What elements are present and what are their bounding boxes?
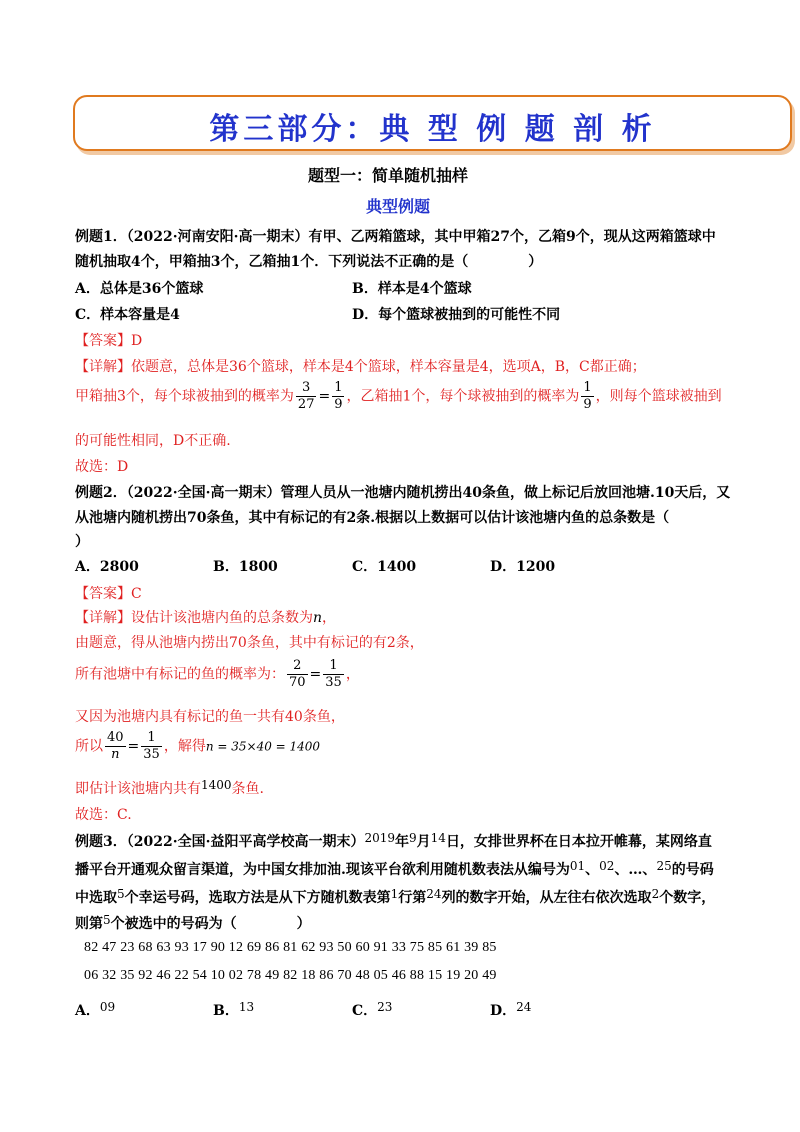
ex1-source: （2022·河南安阳·高一期末） (126, 229, 309, 245)
ex2-comma: ， (322, 610, 337, 626)
ex2-frac-1-35: $\frac{1}{35}$ (325, 658, 342, 690)
ex2-option-c: C．1400 (352, 559, 417, 575)
ex3-stem-line4: 则第5个被选中的号码为（ ） (75, 913, 311, 932)
ex2-stem-line3: ） (75, 534, 89, 550)
ex2-equals-2: = (127, 738, 140, 755)
banner-title: 第三部分：典 型 例 题 剖 析 (209, 112, 656, 147)
ex2-frac-1-35-b: $\frac{1}{35}$ (143, 730, 160, 762)
ex3-num-fifth: 5 (103, 913, 111, 927)
section-subtitle: 典型例题 (366, 197, 431, 216)
random-table-row-1: 82 47 23 68 63 93 17 90 12 69 86 81 62 93 50 60 91 33 75 85 61 39 85 (84, 940, 497, 955)
ex2-detail-line2: 由题意，得从池塘内捞出70条鱼，其中有标记的有2条， (75, 635, 424, 651)
ex1-detail-line1 (75, 356, 646, 376)
ex2-equals: = (309, 666, 322, 683)
ex3-month: 9 (409, 831, 417, 845)
ex1-option-b: B．样本是4个篮球 (352, 281, 472, 297)
ex1-option-c: C．样本容量是4 (75, 307, 180, 323)
ex2-stem-line1 (75, 482, 730, 502)
ex2-detail-3: 所有池塘中有标记的鱼的概率为： (75, 666, 285, 683)
ex3-row: 1 (390, 887, 399, 901)
ex1-frac-3-27: $\frac{3}{27}$ (297, 380, 315, 412)
ex1-stem-2: 随机抽取4个，甲箱抽3个，乙箱抽1个．下列说法不正确的是（ (75, 254, 469, 270)
ex1-stem-2-end: ） (528, 254, 543, 270)
ex3-num-02: 02 (599, 859, 615, 873)
ex3-num-25: 25 (656, 859, 672, 873)
ex1-frac-1-9: $\frac{1}{9}$ (334, 380, 343, 412)
ex2-detail-line4: 又因为池塘内具有标记的鱼一共有40条鱼， (75, 709, 345, 725)
ex3-option-c: C．23 (352, 1000, 393, 1019)
ex3-option-a: A．09 (75, 1000, 116, 1019)
ex1-detail-2c: ，则每个篮球被抽到 (595, 388, 722, 405)
ex2-detail-6a: 即估计该池塘内共有 (75, 781, 201, 797)
ex3-num-2: 2 (651, 887, 660, 901)
ex1-answer (75, 330, 142, 350)
ex1-label: 例题1． (75, 229, 127, 245)
section-title: 题型一：简单随机抽样 (308, 166, 469, 185)
ex2-option-d: D．1200 (490, 559, 556, 575)
ex1-detail-line2 (75, 380, 722, 413)
ex3-option-d-value: 24 (516, 1000, 532, 1014)
ex3-col: 24 (426, 887, 442, 901)
ex1-detail-2b: ，乙箱抽1个，每个球被抽到的概率为 (346, 388, 580, 405)
ex3-option-a-value: 09 (99, 1000, 116, 1014)
ex3-option-b: B．13 (213, 1000, 255, 1019)
ex1-answer-tag: 【答案】 (75, 333, 131, 349)
ex1-option-a: A．总体是36个篮球 (75, 281, 204, 297)
ex3-option-c-value: 23 (377, 1000, 393, 1014)
ex3-option-d: D．24 (490, 1000, 532, 1019)
ex3-day: 14 (430, 831, 446, 845)
ex1-detail-tag: 【详解】 (75, 359, 131, 375)
ex1-answer-value: D (131, 333, 143, 349)
ex1-detail-2a: 甲箱抽3个，每个球被抽到的概率为 (75, 388, 294, 405)
ex1-frac-1-9-b: $\frac{1}{9}$ (583, 380, 592, 412)
random-table-row-2: 06 32 35 92 46 22 54 10 02 78 49 82 18 86 70 48 05 46 88 15 19 20 49 (84, 968, 497, 983)
ex2-detail-5b: ，解得 (163, 738, 206, 755)
ex2-detail-line6 (75, 778, 264, 798)
ex2-label: 例题2． (75, 485, 127, 501)
ex2-var-n: n (313, 610, 323, 626)
ex1-stem-line2 (75, 251, 542, 271)
ex2-option-b: B．1800 (213, 559, 278, 575)
ex2-detail-1: 设估计该池塘内鱼的总条数为 (131, 610, 313, 626)
section-banner (73, 95, 792, 151)
ex3-option-b-value: 13 (238, 1000, 255, 1014)
ex2-option-a: A．2800 (75, 559, 139, 575)
ex1-detail-line3: 的可能性相同，D不正确. (75, 433, 231, 449)
ex2-detail-tag: 【详解】 (75, 610, 131, 626)
ex2-frac-2-70: $\frac{2}{70}$ (289, 658, 306, 690)
ex2-detail-5a: 所以 (75, 738, 103, 755)
ex2-detail-line5 (75, 730, 320, 763)
ex3-num-01: 01 (569, 859, 586, 873)
ex2-stem-line2: 从池塘内随机捞出70条鱼，其中有标记的有2条.根据以上数据可以估计该池塘内鱼的总条数是（ (75, 510, 670, 526)
ex1-stem: 有甲、乙两箱篮球，其中甲箱27个，乙箱9个，现从这两箱篮球中 (308, 229, 716, 245)
ex2-answer-tag: 【答案】 (75, 586, 131, 602)
ex1-choose: 故选：D (75, 459, 129, 475)
ex1-option-d: D．每个篮球被抽到的可能性不同 (352, 307, 561, 323)
ex2-count: 1400 (201, 778, 232, 792)
ex3-label: 例题3． (75, 834, 127, 850)
ex2-answer-value: C (131, 586, 142, 602)
ex1-stem-line1 (75, 226, 716, 246)
ex3-num-5: 5 (117, 887, 125, 901)
ex2-comma-2: ， (345, 666, 360, 683)
ex3-stem-line3: 中选取5个幸运号码，选取方法是从下方随机数表第1行第24列的数字开始，从左往右依次选取2个数字， (75, 887, 716, 906)
ex2-equation: n = 35×40 = 1400 (205, 739, 321, 754)
ex2-detail-6b: 条鱼. (231, 781, 264, 797)
ex3-year: 2019 (364, 831, 396, 845)
ex3-stem-line2: 播平台开通观众留言渠道，为中国女排加油.现该平台欲利用随机数表法从编号为01、02、…、25的号码 (75, 859, 714, 878)
ex2-answer (75, 583, 142, 603)
ex2-stem: 管理人员从一池塘内随机捞出40条鱼，做上标记后放回池塘.10天后，又 (280, 485, 731, 501)
ex2-detail-line3 (75, 658, 360, 691)
ex2-frac-40-n: $\frac{40}{n}$ (107, 730, 124, 762)
ex3-stem-line1: 例题3．（2022·全国·益阳平高学校高一期末）2019年9月14日，女排世界杯在日本拉开帷幕，某网络直 (75, 831, 712, 850)
ex1-equals: = (318, 388, 331, 405)
ex2-choose: 故选：C. (75, 807, 132, 823)
ex3-source: （2022·全国·益阳平高学校高一期末） (126, 834, 365, 850)
ex2-detail-line1 (75, 607, 336, 627)
ex2-source: （2022·全国·高一期末） (126, 485, 281, 501)
ex1-detail-1: 依题意，总体是36个篮球，样本是4个篮球，样本容量是4，选项A，B，C都正确； (131, 359, 646, 375)
